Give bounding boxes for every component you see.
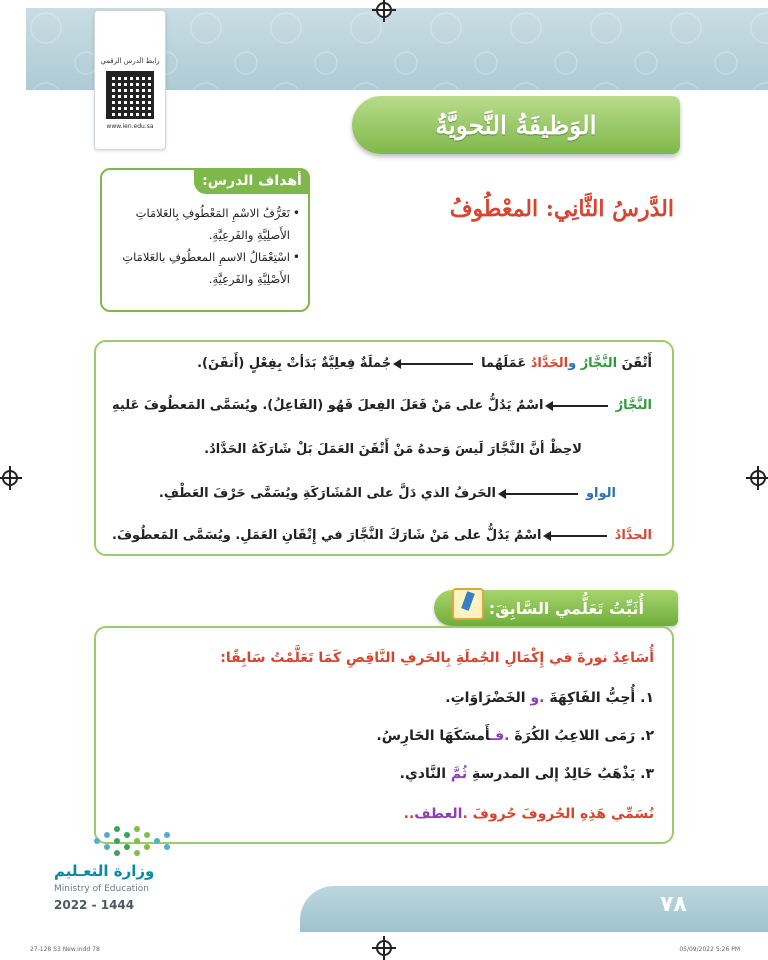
unit-title: الوَظيفَةُ النَّحويَّةُ: [435, 110, 597, 140]
item-text-b: أَمسَكَهَا الحَارِسُ.: [376, 728, 491, 744]
ministry-name-en: Ministry of Education: [54, 884, 149, 894]
review-closing: [404, 806, 654, 822]
unit-title-banner: [352, 96, 680, 154]
closing-tail: ..: [403, 806, 415, 822]
item-number: ١.: [635, 690, 654, 706]
item-answer: .و: [530, 690, 545, 706]
item-text-a: رَمَى اللاعِبُ الكُرَةَ: [509, 728, 636, 744]
item-number: ٣.: [635, 766, 654, 782]
ministry-dots-icon: [94, 826, 184, 856]
registration-mark-top-icon: [376, 2, 392, 18]
example-analysis-box: [94, 340, 674, 556]
registration-mark-bottom-icon: [376, 940, 392, 956]
example-note-row: [112, 442, 582, 457]
print-file-info: 27-128 S3 New.indd 78: [30, 946, 100, 953]
bottom-banner: [300, 886, 768, 932]
closing-answer: العطف: [414, 806, 463, 822]
review-item: [400, 766, 654, 782]
item-answer: ثُمَّ: [450, 766, 468, 782]
sentence-object: عَمَلَهُما: [481, 356, 531, 371]
registration-mark-left-icon: [2, 470, 18, 486]
arrow-left-icon: [504, 493, 578, 495]
example-sentence-row: [112, 356, 652, 371]
example-conjunct-row: [112, 528, 652, 543]
term-waw-desc: الحَرفُ الذي دَلَّ على المُشَارَكَةِ ويُسَمَّى حَرْفَ العَطْفِ.: [158, 486, 496, 501]
qr-url: www.ien.edu.sa: [106, 123, 154, 130]
term-subject-desc: اسْمٌ يَدُلُّ على مَنْ فَعَلَ الفِعلَ فَهُو (الفَاعِلُ). ويُسَمَّى المَعطُوفَ عَليهِ: [112, 398, 544, 413]
objectives-heading: أهداف الدرس:: [194, 168, 310, 194]
arrow-left-icon: [549, 535, 606, 537]
term-subject: النَّجَّارُ: [615, 398, 652, 413]
arrow-left-icon: [399, 363, 473, 365]
review-instruction: أُسَاعِدُ نورةَ في إِكْمَالِ الجُملَةِ بِالحَرفِ النَّاقِصِ كَمَا تَعَلَّمْتُ سَابِقًا:: [220, 650, 654, 666]
example-waw-row: [112, 486, 616, 501]
registration-mark-right-icon: [750, 470, 766, 486]
sentence-verb: أَتْقَنَ: [617, 356, 652, 371]
item-text-b: الخَضْرَاوَاتِ.: [445, 690, 531, 706]
pencil-icon: [452, 588, 484, 620]
arrow-left-icon: [551, 405, 607, 407]
print-date-info: 05/09/2022 5:26 PM: [679, 946, 740, 953]
review-item: [376, 728, 654, 744]
lesson-title: الدَّرسُ الثَّانِي: المعْطُوفُ: [449, 196, 674, 222]
example-subject-row: [112, 398, 652, 413]
item-text-b: النَّادي.: [399, 766, 451, 782]
term-conjunct: الحدَّادُ: [614, 528, 652, 543]
review-exercise-box: [94, 626, 674, 844]
term-conjunct-desc: اسْمٌ يَدُلُّ على مَنْ شَارَكَ النَّجَّارَ في إِتْقَانِ العَمَلِ. ويُسَمَّى المَعطُوفَ.: [112, 528, 542, 543]
edition-year: 2022 - 1444: [54, 898, 135, 912]
note-text: لاحِظْ أنَّ النَّجَّارَ لَيسَ وَحدهُ مَنْ أَتْقَنَ العَمَلَ بَلْ شَارَكَهُ الحَدَّادُ.: [204, 442, 582, 457]
qr-label: رابط الدرس الرقمي: [100, 57, 160, 65]
item-answer: .فـ: [490, 728, 510, 744]
qr-code-icon[interactable]: [106, 71, 154, 119]
term-waw: الواو: [585, 486, 616, 501]
ministry-logo: [54, 826, 204, 916]
sentence-blacksmith: الحَدَّادُ: [530, 356, 569, 371]
item-number: ٢.: [635, 728, 654, 744]
ministry-name-ar: وزارة التعـليم: [54, 862, 155, 880]
digital-lesson-qr-card[interactable]: [94, 10, 166, 150]
lesson-objectives-box: [100, 168, 310, 312]
review-heading: أُثَبِّتُ تَعَلُّمي السَّابِقَ:: [488, 598, 644, 618]
sentence-type: جُملَةٌ فِعلِيَّةٌ بَدَأتْ بِفِعْلٍ (أَتقَنَ).: [197, 356, 392, 371]
sentence-waw: و: [568, 356, 581, 371]
sentence-carpenter: النَّجَّارُ: [580, 356, 618, 371]
page-number: ٧٨: [660, 892, 687, 917]
item-text-a: يَذْهَبُ خَالِدٌ إلى المدرسةِ: [467, 766, 636, 782]
item-text-a: أُحِبُّ الفَاكِهَةَ: [544, 690, 636, 706]
objective-item: • اسْتِعْمَالُ الاسمِ المعطُوفِ بالعَلامَاتِ الأَصْلِيَّةِ والفَرعِيَّةِ.: [108, 246, 300, 290]
closing-text: نُسَمِّي هَذِهِ الحُروفَ حُروفَ .: [462, 806, 654, 822]
objective-item: • تَعَرُّفُ الاسْمِ المَعْطُوفِ بِالعَلامَاتِ الأَصلِيَّةِ والفَرعِيَّةِ.: [108, 202, 300, 246]
sentence: [481, 356, 652, 371]
review-item: [445, 690, 654, 706]
